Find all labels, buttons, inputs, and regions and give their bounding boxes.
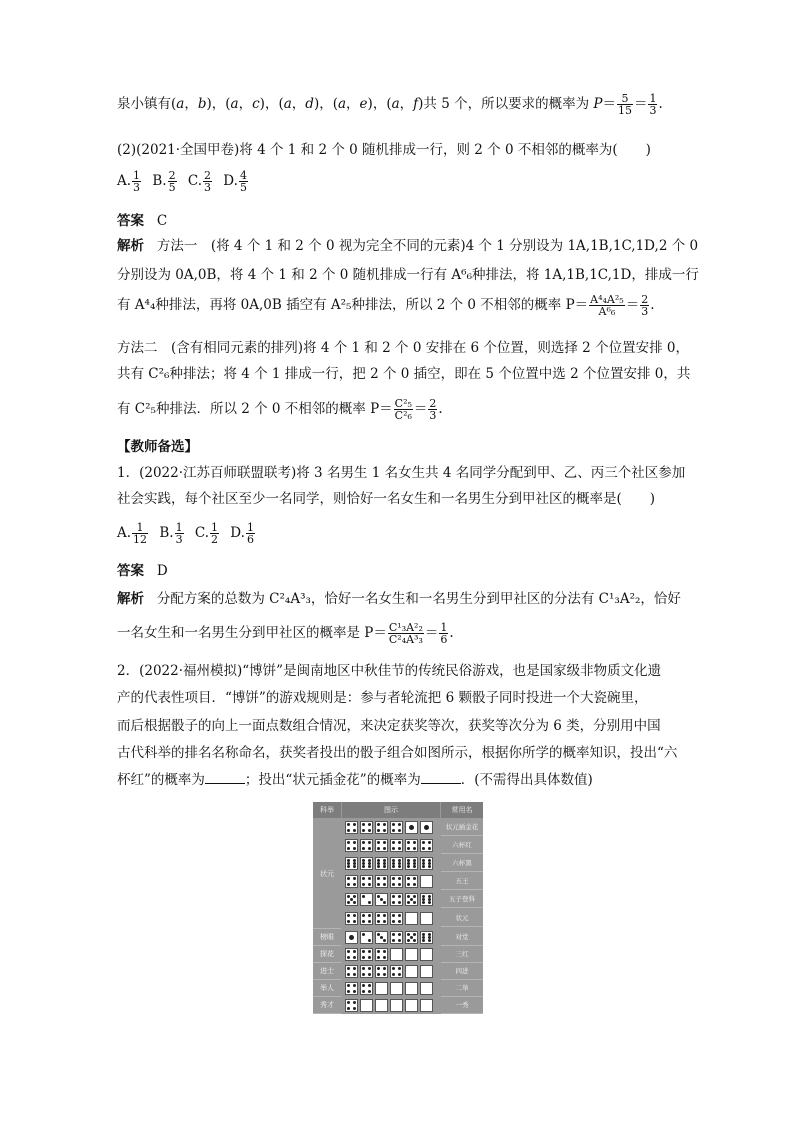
die-pip: [353, 829, 356, 832]
die-pip: [407, 939, 410, 942]
die-pip: [377, 920, 380, 923]
die-pip: [383, 939, 386, 942]
die-pip: [353, 973, 356, 976]
die-pip: [383, 823, 386, 826]
die-pip: [398, 829, 401, 832]
die-pip: [347, 990, 350, 993]
solution-method-2-c: 有 C²₅种排法．所以 2 个 0 不相邻的概率 P＝ $\frac{\text{C²₅}}{\text{C²₆}}$ ＝ $\frac{2}{3}$ .: [117, 397, 443, 422]
solution-2: 解析 分配方案的总数为 C²₄A³₃，恰好一名女生和一名男生分到甲社区的分法有 C¹₃A²₂，恰好: [117, 591, 681, 607]
name-row: 六杯黑: [441, 855, 483, 872]
text-line-1: 泉小镇有(a，b)，(a，c)，(a，d)，(a，e)，(a，f)共 5 个，所以要求的概率为 P＝ $\frac{5}{15}$ ＝ $\frac{1}{3}$ .: [117, 92, 663, 117]
die-pip: [347, 823, 350, 826]
die-icon: [345, 912, 358, 925]
die-pip: [383, 967, 386, 970]
die-pip: [362, 877, 365, 880]
die-pip: [368, 883, 371, 886]
die-icon: [390, 875, 403, 888]
die-icon: [405, 931, 418, 944]
die-pip: [407, 865, 410, 868]
dice-row: [345, 963, 433, 980]
die-pip: [347, 829, 350, 832]
problem-2: 2．(2022·福州模拟)“博饼”是闽南地区中秋佳节的传统民俗游戏，也是国家级非物质文化遗: [117, 663, 662, 679]
die-pip: [377, 956, 380, 959]
die-pip: [392, 895, 395, 898]
name-row: 状元: [441, 910, 483, 927]
die-icon: [360, 875, 373, 888]
die-pip: [362, 933, 365, 936]
die-pip: [392, 823, 395, 826]
die-pip: [413, 933, 416, 936]
die-pip: [428, 865, 431, 868]
die-pip: [362, 920, 365, 923]
problem-2-e: 杯红”的概率为 ；投出“状元插金花”的概率为 ．(不需得出具体数值): [117, 772, 593, 788]
die-icon: [390, 893, 403, 906]
die-icon: [360, 893, 373, 906]
die-icon: [390, 857, 403, 870]
teacher-selection-heading: 【教师备选】: [117, 439, 198, 455]
die-pip: [422, 841, 425, 844]
die-icon: [360, 982, 373, 995]
die-pip: [407, 901, 410, 904]
die-pip: [368, 990, 371, 993]
die-pip: [362, 984, 365, 987]
die-pip: [353, 914, 356, 917]
rank-jinshi: 进士: [313, 963, 341, 980]
die-pip: [362, 967, 365, 970]
die-icon: [345, 982, 358, 995]
die-icon: [360, 912, 373, 925]
die-pip: [368, 865, 371, 868]
die-pip: [398, 883, 401, 886]
die-pip: [362, 950, 365, 953]
die-pip: [383, 920, 386, 923]
die-pip: [362, 914, 365, 917]
die-icon: [420, 912, 433, 925]
name-row: 一秀: [441, 997, 483, 1014]
die-icon: [420, 821, 433, 834]
die-pip: [349, 935, 354, 940]
die-pip: [377, 950, 380, 953]
die-pip: [347, 1007, 350, 1010]
die-pip: [377, 967, 380, 970]
rank-zhuangyuan: 状元: [313, 819, 341, 929]
header-keju: 科举: [313, 802, 341, 818]
die-pip: [398, 933, 401, 936]
die-pip: [383, 877, 386, 880]
die-pip: [398, 823, 401, 826]
die-pip: [353, 847, 356, 850]
die-icon: [390, 948, 403, 961]
die-pip: [392, 829, 395, 832]
options-p1: A. $\frac{1}{12}$ B. $\frac{1}{3}$ C. $\frac{1}{2}$ D. $\frac{1}{6}$: [117, 521, 254, 546]
die-icon: [420, 893, 433, 906]
die-pip: [368, 914, 371, 917]
die-pip: [377, 823, 380, 826]
die-pip: [398, 973, 401, 976]
die-pip: [347, 967, 350, 970]
die-icon: [405, 999, 418, 1012]
die-icon: [420, 857, 433, 870]
die-pip: [362, 990, 365, 993]
die-icon: [405, 965, 418, 978]
die-pip: [362, 823, 365, 826]
die-icon: [390, 839, 403, 852]
die-icon: [420, 931, 433, 944]
die-pip: [347, 847, 350, 850]
dice-row: [345, 946, 433, 963]
die-pip: [347, 1001, 350, 1004]
problem-1: 1．(2022·江苏百师联盟联考)将 3 名男生 1 名女生共 4 名同学分配到甲、乙、丙三个社区参加: [117, 465, 686, 481]
die-pip: [383, 956, 386, 959]
die-pip: [377, 841, 380, 844]
die-pip: [413, 865, 416, 868]
die-pip: [353, 865, 356, 868]
name-row: 五子登科: [441, 891, 483, 908]
die-pip: [383, 883, 386, 886]
name-row: 四进: [441, 963, 483, 980]
solution-method-2: 方法二 (含有相同元素的排列)将 4 个 1 和 2 个 0 安排在 6 个位置，则选择 2 个位置安排 0，: [117, 340, 689, 356]
die-icon: [345, 875, 358, 888]
solution-method-2-b: 共有 C²₆种排法；将 4 个 1 排成一行，把 2 个 0 插空，即在 5 个位置中选 2 个位置安排 0，共: [117, 366, 691, 382]
die-pip: [368, 901, 371, 904]
die-pip: [392, 914, 395, 917]
die-pip: [392, 847, 395, 850]
die-pip: [383, 973, 386, 976]
die-pip: [368, 841, 371, 844]
die-icon: [405, 982, 418, 995]
die-icon: [390, 965, 403, 978]
die-pip: [368, 967, 371, 970]
die-icon: [405, 821, 418, 834]
die-pip: [428, 841, 431, 844]
die-pip: [422, 865, 425, 868]
solution-method-1: 解析 方法一 (将 4 个 1 和 2 个 0 视为完全不同的元素)4 个 1 分别设为 1A,1B,1C,1D,2 个 0: [117, 238, 699, 254]
die-pip: [398, 967, 401, 970]
die-icon: [345, 931, 358, 944]
die-pip: [347, 841, 350, 844]
die-pip: [353, 956, 356, 959]
rank-juren: 举人: [313, 980, 341, 997]
die-icon: [360, 857, 373, 870]
die-pip: [368, 973, 371, 976]
name-row: 六杯红: [441, 837, 483, 854]
die-pip: [353, 967, 356, 970]
die-pip: [383, 847, 386, 850]
die-icon: [360, 965, 373, 978]
die-icon: [345, 893, 358, 906]
die-pip: [428, 939, 431, 942]
die-icon: [390, 821, 403, 834]
die-icon: [405, 857, 418, 870]
die-pip: [383, 829, 386, 832]
die-pip: [424, 825, 429, 830]
dice-row: [345, 997, 433, 1014]
die-pip: [362, 841, 365, 844]
name-row: 五王: [441, 873, 483, 890]
fraction: $\frac{1}{3}$: [649, 92, 657, 117]
die-icon: [405, 839, 418, 852]
die-icon: [345, 948, 358, 961]
die-pip: [368, 920, 371, 923]
die-pip: [347, 956, 350, 959]
die-icon: [375, 948, 388, 961]
die-pip: [353, 883, 356, 886]
die-pip: [392, 901, 395, 904]
die-pip: [428, 901, 431, 904]
options-q2: A. $\frac{1}{3}$ B. $\frac{2}{5}$ C. $\frac{2}{3}$ D. $\frac{4}{5}$: [117, 169, 247, 194]
problem-2-d: 古代科举的排名名称命名，获奖者投出的骰子组合如图所示，根据你所学的概率知识，投出“六: [117, 745, 678, 761]
die-icon: [360, 948, 373, 961]
die-icon: [345, 821, 358, 834]
header-tushi: 图示: [342, 802, 440, 818]
die-pip: [362, 865, 365, 868]
die-pip: [377, 865, 380, 868]
die-pip: [353, 823, 356, 826]
header-name: 常用名: [441, 802, 483, 818]
die-pip: [413, 847, 416, 850]
die-pip: [398, 939, 401, 942]
die-icon: [420, 982, 433, 995]
die-icon: [375, 965, 388, 978]
die-pip: [407, 847, 410, 850]
die-pip: [383, 914, 386, 917]
die-pip: [392, 877, 395, 880]
dice-row: [345, 855, 433, 872]
question-2: (2)(2021·全国甲卷)将 4 个 1 和 2 个 0 随机排成一行，则 2 个 0 不相邻的概率为( ): [117, 142, 651, 158]
die-pip: [362, 883, 365, 886]
die-icon: [420, 965, 433, 978]
die-pip: [377, 847, 380, 850]
die-pip: [377, 914, 380, 917]
problem-1-b: 社会实践，每个社区至少一名同学，则恰好一名女生和一名男生分到甲社区的概率是( ): [117, 491, 656, 507]
die-pip: [398, 847, 401, 850]
die-pip: [398, 920, 401, 923]
die-pip: [428, 847, 431, 850]
die-icon: [375, 821, 388, 834]
die-pip: [353, 950, 356, 953]
die-icon: [405, 912, 418, 925]
die-pip: [413, 883, 416, 886]
die-pip: [368, 950, 371, 953]
die-icon: [420, 948, 433, 961]
die-pip: [392, 883, 395, 886]
name-row: 对堂: [441, 929, 483, 946]
die-pip: [413, 939, 416, 942]
dice-table-figure: [313, 802, 483, 1014]
die-pip: [347, 914, 350, 917]
die-icon: [375, 982, 388, 995]
die-pip: [383, 901, 386, 904]
die-pip: [407, 841, 410, 844]
die-pip: [377, 829, 380, 832]
die-pip: [362, 895, 365, 898]
die-icon: [420, 999, 433, 1012]
die-pip: [347, 901, 350, 904]
die-pip: [383, 950, 386, 953]
die-pip: [347, 984, 350, 987]
die-pip: [392, 939, 395, 942]
die-pip: [392, 933, 395, 936]
die-icon: [390, 931, 403, 944]
die-pip: [407, 877, 410, 880]
die-pip: [347, 883, 350, 886]
die-pip: [347, 877, 350, 880]
die-pip: [362, 956, 365, 959]
answer-blank: [421, 771, 461, 784]
die-icon: [345, 999, 358, 1012]
dice-row: [345, 929, 433, 946]
answer-line: 答案 C: [117, 213, 168, 229]
die-pip: [392, 967, 395, 970]
die-pip: [422, 939, 425, 942]
die-pip: [347, 865, 350, 868]
die-icon: [360, 999, 373, 1012]
die-pip: [407, 883, 410, 886]
die-pip: [362, 973, 365, 976]
die-pip: [413, 895, 416, 898]
problem-2-b: 产的代表性项目．“博饼”的游戏规则是：参与者轮流把 6 颗骰子同时投进一个大瓷碗里，: [117, 690, 648, 706]
die-icon: [345, 965, 358, 978]
die-pip: [362, 847, 365, 850]
die-icon: [360, 839, 373, 852]
die-icon: [375, 893, 388, 906]
die-pip: [392, 920, 395, 923]
die-pip: [347, 950, 350, 953]
die-icon: [405, 948, 418, 961]
dice-row: [345, 891, 433, 908]
solution-method-1-b: 分别设为 0A,0B，将 4 个 1 和 2 个 0 随机排成一行有 A⁶₆种排法，将 1A,1B,1C,1D，排成一行: [117, 267, 699, 283]
die-pip: [353, 895, 356, 898]
die-pip: [353, 984, 356, 987]
die-pip: [353, 1007, 356, 1010]
die-pip: [377, 973, 380, 976]
die-pip: [368, 939, 371, 942]
rank-bangyan: 榜眼: [313, 929, 341, 946]
die-icon: [420, 875, 433, 888]
die-pip: [368, 823, 371, 826]
die-pip: [368, 984, 371, 987]
rank-xiucai: 秀才: [313, 997, 341, 1014]
die-icon: [345, 839, 358, 852]
die-icon: [345, 857, 358, 870]
die-pip: [422, 901, 425, 904]
die-pip: [353, 901, 356, 904]
dice-row: [345, 980, 433, 997]
rank-tanhua: 探花: [313, 946, 341, 963]
solution-method-1-c: 有 A⁴₄种排法，再将 0A,0B 插空有 A²₅种排法，所以 2 个 0 不相邻的概率 P＝ $\frac{\text{A⁴₄A²₅}}{\text{A⁶₆}}$ ＝ $\frac{2}{3}$ .: [117, 293, 655, 318]
answer-line-2: 答案 D: [117, 563, 168, 579]
die-pip: [353, 920, 356, 923]
die-pip: [353, 1001, 356, 1004]
die-pip: [347, 973, 350, 976]
die-icon: [405, 875, 418, 888]
die-pip: [413, 841, 416, 844]
die-pip: [353, 841, 356, 844]
die-icon: [360, 931, 373, 944]
die-pip: [368, 847, 371, 850]
die-pip: [413, 901, 416, 904]
name-row: 状元插金花: [441, 819, 483, 836]
die-pip: [392, 865, 395, 868]
die-icon: [375, 931, 388, 944]
die-pip: [353, 877, 356, 880]
die-pip: [398, 865, 401, 868]
die-icon: [375, 839, 388, 852]
dice-row: [345, 910, 433, 927]
die-icon: [390, 912, 403, 925]
dice-row: [345, 837, 433, 854]
die-icon: [420, 839, 433, 852]
name-row: 三红: [441, 946, 483, 963]
die-pip: [368, 877, 371, 880]
die-pip: [392, 841, 395, 844]
die-icon: [375, 999, 388, 1012]
die-pip: [398, 841, 401, 844]
die-icon: [390, 982, 403, 995]
die-pip: [398, 877, 401, 880]
die-pip: [398, 901, 401, 904]
name-row: 二举: [441, 980, 483, 997]
die-icon: [360, 821, 373, 834]
die-icon: [375, 912, 388, 925]
die-pip: [377, 883, 380, 886]
die-icon: [390, 999, 403, 1012]
die-pip: [422, 847, 425, 850]
die-pip: [377, 877, 380, 880]
die-icon: [375, 875, 388, 888]
solution-2-b: 一名女生和一名男生分到甲社区的概率是 P＝ $\frac{\text{C¹₃A²₂}}{\text{C²₄A³₃}}$ ＝ $\frac{1}{6}$ .: [117, 621, 454, 646]
problem-2-c: 而后根据骰子的向上一面点数组合情况，来决定获奖等次，获奖等次分为 6 类，分别用中国: [117, 718, 661, 734]
die-pip: [392, 973, 395, 976]
die-pip: [398, 895, 401, 898]
die-pip: [368, 956, 371, 959]
dice-row: [345, 819, 433, 836]
die-icon: [375, 857, 388, 870]
dice-row: [345, 873, 433, 890]
die-pip: [413, 877, 416, 880]
die-pip: [383, 841, 386, 844]
fraction: $\frac{5}{15}$: [617, 92, 632, 117]
die-pip: [353, 990, 356, 993]
die-pip: [398, 914, 401, 917]
die-pip: [368, 829, 371, 832]
die-pip: [362, 829, 365, 832]
die-pip: [383, 865, 386, 868]
die-pip: [347, 920, 350, 923]
die-pip: [409, 825, 414, 830]
answer-blank: [205, 771, 245, 784]
die-icon: [405, 893, 418, 906]
